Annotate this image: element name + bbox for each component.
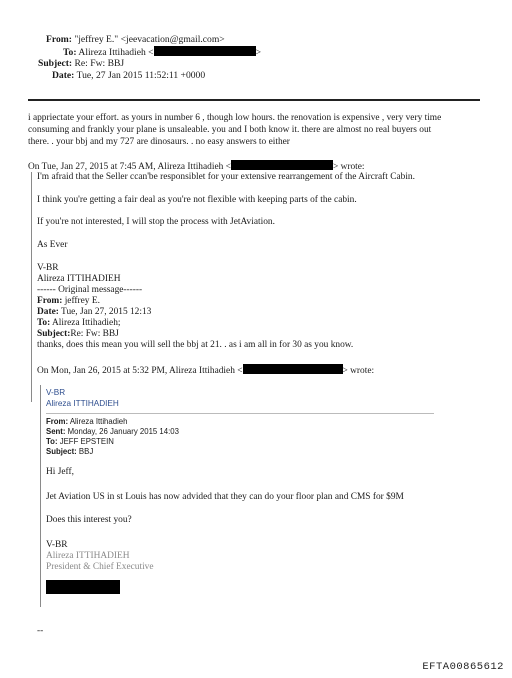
quote1-paragraph-2: I think you're getting a fair deal as you're not flexible with keeping parts of the cabin. — [37, 195, 357, 205]
signature-separator: -- — [37, 626, 44, 636]
reply-line-2: consuming and frankly your plane is unsaleable. you and I both know it. there are almost no real buyers out — [28, 125, 432, 135]
orig-from-value: jeffrey E. — [62, 296, 100, 306]
redaction-block — [46, 580, 120, 594]
quote1-paragraph-3: If you're not interested, I will stop the process with JetAviation. — [37, 217, 275, 227]
quote2-sent-value: Monday, 26 January 2015 14:03 — [65, 427, 179, 436]
original-message-divider: ------ Original message------ — [37, 285, 143, 295]
date-label: Date: — [52, 70, 75, 81]
redaction-block — [243, 364, 343, 374]
quote2-to-label: To: — [46, 437, 58, 446]
orig-date — [37, 307, 151, 319]
orig-date-label: Date: — [37, 307, 59, 317]
quote2-subject-label: Subject: — [46, 447, 77, 456]
subject-label: Subject: — [38, 58, 73, 69]
from-label: From: — [46, 34, 72, 45]
quote2-to-value: JEFF EPSTEIN — [57, 437, 114, 446]
quote2-signature-2: Alireza ITTIHADIEH — [46, 399, 119, 408]
header-subject — [38, 58, 124, 70]
to-tail: > — [255, 47, 262, 58]
redaction-block — [231, 160, 333, 170]
quote2-divider — [46, 413, 434, 414]
quote2-paragraph-1: Jet Aviation US in st Louis has now advided that they can do your floor plan and CMS for $9M — [46, 492, 404, 502]
quote1-signature-2: Alireza ITTIHADIEH — [37, 274, 121, 284]
redaction-block — [154, 46, 256, 56]
quote2-signature-1: V-BR — [46, 388, 66, 397]
quote-bar-2 — [40, 385, 41, 607]
header-date — [52, 70, 205, 82]
quote1-intro-text: On Tue, Jan 27, 2015 at 7:45 AM, Alireza Ittihadieh < — [28, 162, 231, 172]
subject-value: Re: Fw: BBJ — [74, 58, 125, 69]
orig-date-value: Tue, Jan 27, 2015 12:13 — [58, 307, 152, 317]
quote2-intro — [37, 364, 374, 378]
quote2-to — [46, 437, 114, 447]
quote2-paragraph-2: Does this interest you? — [46, 515, 132, 525]
quote2-intro-text: On Mon, Jan 26, 2015 at 5:32 PM, Alireza Ittihadieh < — [37, 366, 243, 376]
reply-line-1: i appriectate your effort. as yours in number 6 , though low hours. the renovation is expensive , very very time — [28, 113, 442, 123]
quote2-subject — [46, 447, 93, 457]
orig-subject — [37, 329, 119, 341]
quote2-signature-4: Alireza ITTIHADIEH — [46, 551, 130, 561]
quote2-sent — [46, 427, 179, 437]
orig-from — [37, 296, 100, 308]
quote2-from — [46, 417, 127, 427]
orig-from-label: From: — [37, 296, 63, 306]
quote1-signature-1: V-BR — [37, 263, 59, 273]
quote1-intro-tail: > wrote: — [332, 162, 365, 172]
header-divider — [28, 99, 480, 101]
orig-body: thanks, does this mean you will sell the bbj at 21. . as i am all in for 30 as you know. — [37, 340, 354, 350]
orig-to-value: Alireza Ittihadieh; — [50, 318, 121, 328]
quote2-from-value: Alireza Ittihadieh — [68, 417, 128, 426]
to-label: To: — [63, 47, 77, 58]
quote2-signature-3: V-BR — [46, 540, 68, 550]
quote1-paragraph-1: I'm afraid that the Seller ccan'be responsiblet for your extensive rearrangement of the Aircraft Cabin. — [37, 172, 415, 182]
orig-to-label: To: — [37, 318, 51, 328]
header-from — [46, 34, 225, 46]
orig-to — [37, 318, 121, 330]
quote1-closing: As Ever — [37, 240, 68, 250]
quote2-signature-5: President & Chief Executive — [46, 562, 154, 572]
date-value: Tue, 27 Jan 2015 11:52:11 +0000 — [76, 70, 206, 81]
quote2-sent-label: Sent: — [46, 427, 66, 436]
document-id: EFTA00865612 — [422, 661, 504, 673]
quote2-intro-tail: > wrote: — [342, 366, 375, 376]
to-value: Alireza Ittihadieh < — [78, 47, 154, 58]
reply-line-3: there. . your bbj and my 727 are dinosaurs. . no easy answers to either — [28, 137, 290, 147]
quote2-from-label: From: — [46, 417, 69, 426]
orig-subject-value: Re: Fw: BBJ — [70, 329, 119, 339]
from-value: "jeffrey E." <jeevacation@gmail.com> — [74, 34, 225, 45]
quote2-subject-value: BBJ — [76, 447, 94, 456]
quote-bar-1 — [31, 172, 32, 402]
orig-subject-label: Subject: — [37, 329, 71, 339]
quote2-greeting: Hi Jeff, — [46, 467, 74, 477]
